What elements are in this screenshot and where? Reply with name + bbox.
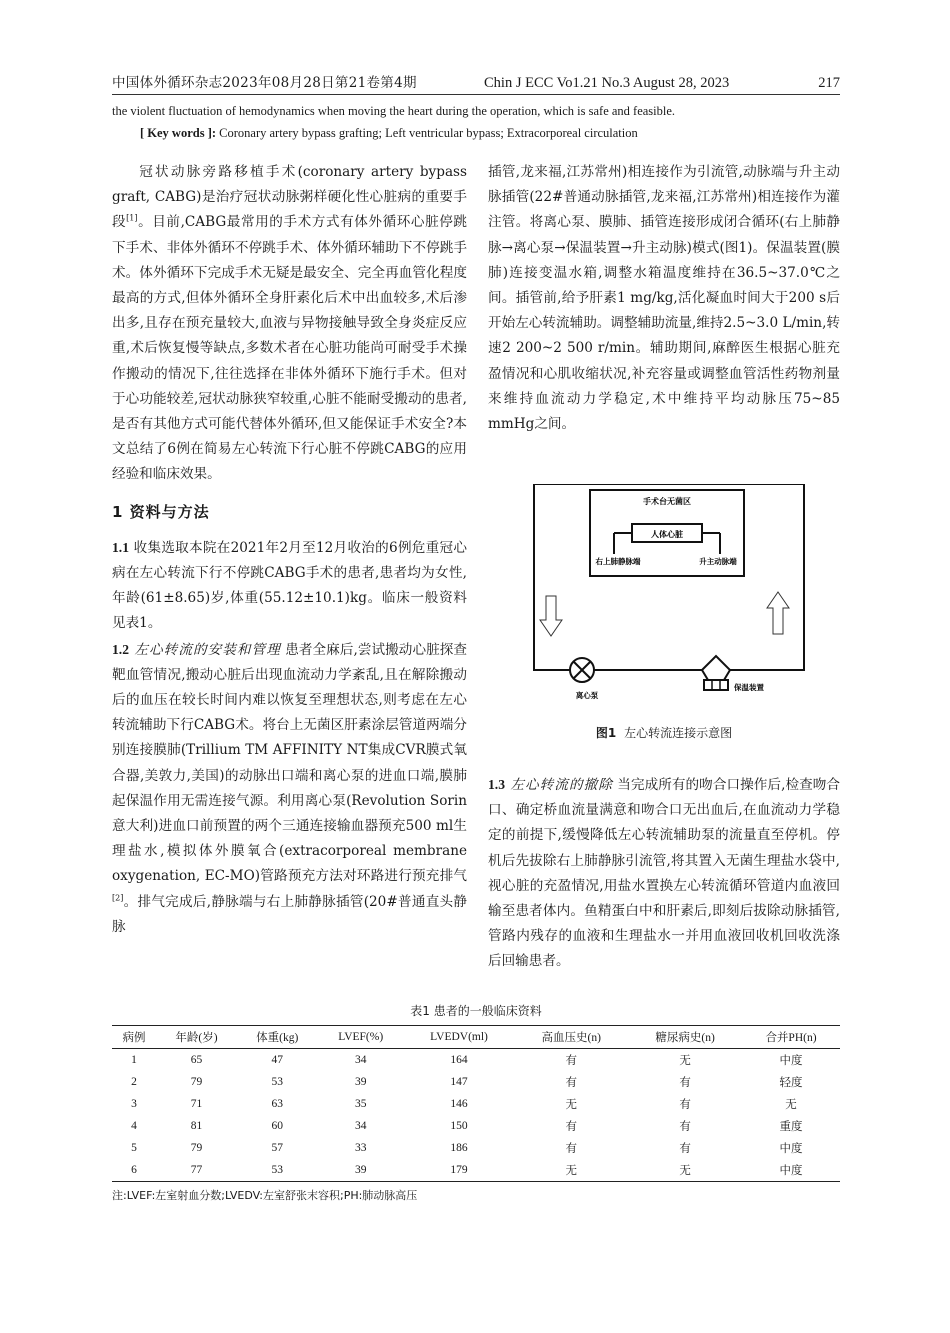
running-header bbox=[112, 72, 840, 94]
table-cell: 65 bbox=[190, 1054, 203, 1066]
table-header-cell: LVEDV(ml) bbox=[430, 1031, 488, 1043]
section-heading: 1 资料与方法 bbox=[112, 502, 210, 521]
table-cell: 6 bbox=[131, 1164, 137, 1176]
table-cell: 39 bbox=[354, 1164, 367, 1176]
header-rule bbox=[112, 94, 840, 95]
table-cell: 有 bbox=[565, 1143, 577, 1155]
table-header-row bbox=[112, 1026, 840, 1049]
table-cell: 77 bbox=[190, 1164, 203, 1176]
paragraph-1-3: 1.3 左心转流的撤除 当完成所有的吻合口操作后,检查吻合口、确定桥血流量满意和吻合口无出血后,在血流动力学稳定的前提下,缓慢降低左心转流辅助泵的流量直至停机。停机后先拔除右上肺静脉引流管,将其置入无菌生理盐水袋中,视心脏的充盈情况,用盐水置换左心转流循环管道内血液回输至患者体内。鱼精蛋白中和肝素后,即刻后拔除动脉插管,管路内残存的血液和生理盐水一并用血液回收机回收洗涤后回输患者。 bbox=[488, 777, 840, 970]
right-column bbox=[488, 160, 840, 437]
warmer-label: 保温装置 bbox=[734, 683, 764, 692]
table-cell: 5 bbox=[131, 1142, 137, 1154]
table-cell: 53 bbox=[271, 1076, 283, 1088]
table-cell: 3 bbox=[131, 1098, 137, 1110]
table-body bbox=[112, 1049, 840, 1182]
table-cell: 中度 bbox=[779, 1143, 803, 1155]
table-cell: 79 bbox=[190, 1142, 203, 1154]
keywords-text: Coronary artery bypass grafting; Left ventricular bypass; Extracorporeal circulation bbox=[216, 126, 638, 140]
table-cell: 147 bbox=[450, 1076, 468, 1088]
table-cell: 34 bbox=[354, 1054, 367, 1066]
keywords-label: [ Key words ]: bbox=[140, 126, 217, 140]
table-caption: 表1 患者的一般临床资料 bbox=[410, 1004, 542, 1018]
table-cell: 1 bbox=[131, 1054, 137, 1066]
left-column bbox=[112, 160, 467, 940]
paragraph-1-1: 1.1 收集选取本院在2021年2月至12月收治的6例危重冠心病在左心转流下行不停跳CABG手术的患者,患者均为女性,年龄(61±8.65)岁,体重(55.12±10.1)kg。临床一般资料见表1。 bbox=[112, 539, 467, 632]
paragraph-title: 左心转流的安装和管理 bbox=[129, 641, 281, 658]
table-header-cell: 合并PH(n) bbox=[765, 1032, 817, 1044]
table-cell: 有 bbox=[565, 1077, 577, 1089]
table-cell: 无 bbox=[679, 1055, 691, 1067]
table-note: 注:LVEF:左室射血分数;LVEDV:左室舒张末容积;PH:肺动脉高压 bbox=[112, 1189, 418, 1202]
table-cell: 有 bbox=[679, 1099, 691, 1111]
table-cell: 2 bbox=[131, 1076, 137, 1088]
paragraph-1-2: 1.2 左心转流的安装和管理 患者全麻后,尝试搬动心脏探查靶血管情况,搬动心脏后出现血流动力学紊乱,且在解除搬动后的血压在较长时间内难以恢复至理想状态,则考虑在左心转流辅助下行CABG术。将台上无菌区肝素涂层管道两端分别连接膜肺(Trillium TM AFFINITY NT集成CVR膜式氧合器,美敦力,美国)的动脉出口端和离心泵的进血口端,膜肺起保温作用无需连接气源。利用离心泵(Revolution Sorin 意大利)进血口前预置的两个三通连接输血器预充500 ml生理盐水,模拟体外膜氧合(extracorporeal membrane oxygenation, EC-MO)管路预充方法对环路进行预充排气[2]。排气完成后,静脉端与右上肺静脉插管(20#普通直头静脉 bbox=[112, 641, 467, 935]
table-row bbox=[112, 1137, 840, 1159]
table-cell: 57 bbox=[271, 1142, 283, 1154]
table-cell: 无 bbox=[785, 1099, 797, 1111]
figure-caption bbox=[488, 724, 840, 741]
table-cell: 中度 bbox=[779, 1055, 803, 1067]
table-cell: 重度 bbox=[779, 1121, 803, 1133]
table-header-cell: LVEF(%) bbox=[338, 1031, 384, 1043]
table-cell: 146 bbox=[450, 1098, 468, 1110]
paragraph-1-2-continued: 插管,龙来福,江苏常州)相连接作为引流管,动脉端与升主动脉插管(22#普通动脉插管,龙来福,江苏常州)相连接作为灌注管。将离心泵、膜肺、插管连接形成闭合循环(右上肺静脉→离心泵→保温装置→升主动脉)模式(图1)。保温装置(膜肺)连接变温水箱,调整水箱温度维持在36.5~37.0℃之间。插管前,给予肝素1 mg/kg,活化凝血时间大于200 s后开始左心转流辅助。调整辅助流量,维持2.5~3.0 L/min,转速2 200~2 500 r/min。辅助期间,麻醉医生根据心脏充盈情况和心肌收缩状况,补充容量或调整血管活性药物剂量来维持血流动力学稳定,术中维持平均动脉压75~85 mmHg之间。 bbox=[488, 164, 840, 433]
table-cell: 60 bbox=[271, 1120, 283, 1132]
heart-label: 人体心脏 bbox=[651, 530, 683, 539]
intro-paragraph: 冠状动脉旁路移植手术(coronary artery bypass graft, CABG)是治疗冠状动脉粥样硬化性心脏病的重要手段[1]。目前,CABG最常用的手术方式有体外循环心脏停跳下手术、非体外循环不停跳手术、体外循环辅助下不停跳手术。体外循环下完成手术无疑是最安全、完全再血管化程度最高的方式,但体外循环全身肝素化后术中出血较多,术后渗出多,且存在预充量较大,血液与异物接触导致全身炎症反应重,术后恢复慢等缺点,多数术者在心脏功能尚可耐受手术操作搬动的情况下,往往选择在非体外循环下施行手术。但对于心功能较差,冠状动脉狭窄较重,心脏不能耐受搬动的患者,是否有其他方式可能代替体外循环,但又能保证手术安全?本文总结了6例在简易左心转流下行心脏不停跳CABG的应用经验和临床效果。 bbox=[112, 164, 468, 483]
citation-2: [2] bbox=[112, 893, 124, 903]
table-cell: 33 bbox=[354, 1142, 367, 1154]
table-cell: 中度 bbox=[779, 1165, 803, 1177]
table-row bbox=[112, 1159, 840, 1182]
vein-end-label: 右上肺静脉端 bbox=[595, 557, 641, 566]
table-row bbox=[112, 1115, 840, 1137]
table-row bbox=[112, 1093, 840, 1115]
paragraph-number: 1.2 bbox=[112, 641, 129, 657]
table-cell: 有 bbox=[679, 1121, 691, 1133]
clinical-data-table bbox=[112, 1025, 840, 1182]
paragraph-number: 1.3 bbox=[488, 777, 505, 792]
pump-label: 离心泵 bbox=[575, 691, 599, 700]
sterile-field-label: 手术台无菌区 bbox=[643, 497, 691, 506]
table-cell: 79 bbox=[190, 1076, 203, 1088]
table-cell: 71 bbox=[190, 1098, 203, 1110]
paragraph-number: 1.1 bbox=[112, 539, 129, 555]
table-cell: 179 bbox=[450, 1164, 468, 1176]
table-cell: 有 bbox=[679, 1143, 691, 1155]
table-cell: 无 bbox=[565, 1165, 577, 1177]
table-cell: 81 bbox=[190, 1120, 203, 1132]
journal-title-en: Chin J ECC Vo1.21 No.3 August 28, 2023 bbox=[484, 75, 730, 91]
figure-caption-text: 左心转流连接示意图 bbox=[624, 726, 733, 740]
aorta-end-label: 升主动脉端 bbox=[699, 557, 737, 566]
flow-down-arrow bbox=[540, 596, 562, 636]
figure-number: 图1 bbox=[595, 726, 617, 740]
table-cell: 34 bbox=[354, 1120, 367, 1132]
page-number: 217 bbox=[818, 75, 840, 91]
keywords bbox=[140, 124, 868, 142]
table-cell: 35 bbox=[354, 1098, 367, 1110]
table-header-cell: 病例 bbox=[122, 1032, 146, 1044]
table-cell: 4 bbox=[131, 1120, 137, 1132]
table-row bbox=[112, 1071, 840, 1093]
table-cell: 53 bbox=[271, 1164, 283, 1176]
warming-device-icon bbox=[702, 656, 730, 680]
abstract-tail: the violent fluctuation of hemodynamics when moving the heart during the operation, which is safe and feasible. bbox=[112, 104, 676, 118]
table-cell: 无 bbox=[679, 1165, 691, 1177]
table-row bbox=[112, 1049, 840, 1072]
table-header-cell: 糖尿病史(n) bbox=[655, 1032, 715, 1044]
table-header-cell: 体重(kg) bbox=[256, 1032, 299, 1044]
table-cell: 有 bbox=[679, 1077, 691, 1089]
table-cell: 186 bbox=[450, 1142, 468, 1154]
table-header-cell: 年龄(岁) bbox=[175, 1032, 218, 1044]
table-cell: 有 bbox=[565, 1121, 577, 1133]
table-cell: 有 bbox=[565, 1055, 577, 1067]
paragraph-title: 左心转流的撤除 bbox=[505, 777, 613, 793]
table-cell: 150 bbox=[450, 1120, 468, 1132]
table-cell: 无 bbox=[565, 1099, 577, 1111]
journal-title-cn: 中国体外循环杂志2023年08月28日第21卷第4期 bbox=[112, 75, 417, 91]
table-cell: 轻度 bbox=[779, 1077, 803, 1089]
table-cell: 47 bbox=[271, 1054, 283, 1066]
table-cell: 164 bbox=[450, 1054, 468, 1066]
table-cell: 63 bbox=[271, 1098, 283, 1110]
figure-left-heart-bypass-diagram bbox=[530, 484, 812, 720]
table-header-cell: 高血压史(n) bbox=[541, 1032, 601, 1044]
citation-1: [1] bbox=[126, 213, 138, 223]
flow-up-arrow bbox=[767, 592, 789, 634]
table-cell: 39 bbox=[354, 1076, 367, 1088]
